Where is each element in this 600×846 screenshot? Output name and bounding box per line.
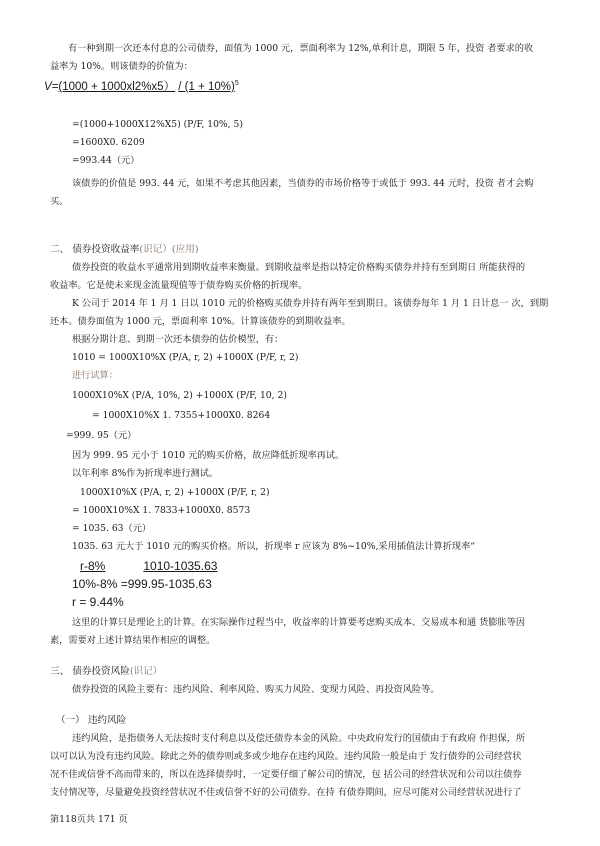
- theory-note-line-1: 这里的计算只是理论上的计算。在实际操作过程当中，收益率的计算要考虑购买成本、交易成本和通 货膨胀等因: [72, 617, 526, 628]
- example-line-1: K 公司于 2014 年 1 月 1 日以 1010 元的价格购买债券并持有两年至到期日。该债券每年 1 月 1 日计息一 次，到期: [72, 298, 549, 309]
- interp-result: r = 9.44%: [72, 595, 124, 609]
- section-2-heading: [50, 244, 199, 256]
- page-number: 第118页共 171 页: [50, 814, 128, 825]
- ytm-def-line-2: 收益率。它是使未来现金流量现值等于债券购买价格的折现率。: [50, 280, 308, 291]
- example-line-2: 还本。债券面值为 1000 元，票面利率 10%。计算该债券的到期收益率。: [50, 316, 351, 327]
- formula-step-2: =1600X0. 6209: [72, 137, 145, 148]
- section-3-title: 三、 债券投资风险: [50, 666, 130, 677]
- intro-line-2: 益率为 10%。则该债券的价值为：: [50, 61, 193, 72]
- equation-1: 1010 = 1000X10%X (P/A, r, 2) +1000X (P/F, r, 2): [72, 352, 299, 363]
- formula-step-3: =993.44（元）: [72, 155, 140, 166]
- trial-label: 进行试算：: [72, 370, 118, 381]
- equation-4: =999. 95（元）: [66, 430, 137, 441]
- equation-2: 1000X10%X (P/A, 10%, 2) +1000X (P/F, 10, 2): [72, 390, 287, 401]
- equation-3: = 1000X10%X 1. 7355+1000X0. 8264: [92, 410, 271, 421]
- conclusion-line-2: 买。: [50, 196, 69, 207]
- equation-5: 1000X10%X (P/A, r, 2) +1000X (P/F, r, 2): [80, 487, 270, 498]
- formula-denominator: / (1 + 10%): [178, 81, 235, 93]
- interp-numerator-left: r-8%: [80, 559, 106, 573]
- bond-value-formula: [44, 80, 239, 94]
- test-rate-text: 以年利率 8%作为折现率进行测试。: [72, 468, 219, 479]
- theory-note-line-2: 素，需要对上述计算结果作相应的调整。: [50, 635, 216, 646]
- interpolation-intro: 1035. 63 元大于 1010 元的购买价格。所以，折现率 r 应该为 8%~10%,采用插值法计算折现率“: [72, 541, 475, 552]
- formula-step-1: =(1000+1000X12%X5) (P/F, 10%, 5): [72, 119, 243, 130]
- formula-v: V=: [44, 81, 59, 93]
- formula-numerator: (1000 + 1000xl2%x5）: [58, 81, 176, 93]
- interp-numerator-right: 1010-1035.63: [143, 559, 218, 573]
- equation-6: = 1000X10%X 1. 7833+1000X0. 8573: [72, 505, 251, 516]
- subsection-1-title: （一） 违约风险: [56, 715, 127, 726]
- risk-list: 债券投资的风险主要有：违约风险、利率风险、购买力风险、变现力风险、再投资风险等。: [72, 684, 440, 695]
- section-3-note: (识记）: [129, 666, 163, 677]
- interp-line-2: 10%-8% =999.95-1035.63: [72, 577, 212, 591]
- ytm-def-line-1: 债券投资的收益水平通常用到期收益率来衡量。到期收益率是指以特定价格购买债券并持有至到期日 所能获得的: [72, 262, 526, 273]
- equation-7: = 1035. 63（元）: [72, 523, 152, 534]
- section-2-note: (识记）(应用): [139, 244, 199, 255]
- section-3-heading: [50, 666, 162, 678]
- retry-text: 因为 999. 95 元小于 1010 元的购买价格，故应降低折现率再试。: [72, 450, 345, 461]
- default-risk-line-3: 况不佳或信誉不高而带来的，所以在选择债券时，一定要仔细了解公司的情况，包 括公司的经营状况和公司以往债券: [50, 769, 522, 780]
- intro-line-1: 有一种到期一次还本付息的公司债券，面值为 1000 元，票面利率为 12%,单利计息，期限 5 年，投资 者要求的收: [68, 43, 534, 54]
- default-risk-line-2: 以可以认为没有违约风险。除此之外的债券则或多或少地存在违约风险。违约风险一般是由于 发行债券的公司经营状: [50, 751, 522, 762]
- model-intro: 根据分期计息、到期一次还本债券的估价模型，有：: [72, 334, 284, 345]
- section-2-title: 二、 债券投资收益率: [50, 244, 140, 255]
- conclusion-line-1: 该债券的价值是 993. 44 元，如果不考虑其他因素，当债券的市场价格等于或低于 993. 44 元时，投资 者才会购: [72, 178, 534, 189]
- interp-line-1: [80, 559, 217, 574]
- formula-exponent: 5: [234, 80, 239, 87]
- default-risk-line-4: 支付情况等，尽量避免投资经营状况不佳或信誉不好的公司债券。在持 有债券期间，应尽可能对公司经营状况进行了: [50, 787, 522, 798]
- default-risk-line-1: 违约风险，是指债务人无法按时支付利息以及偿还债券本金的风险。中央政府发行的国债由于有政府 作担保，所: [72, 733, 526, 744]
